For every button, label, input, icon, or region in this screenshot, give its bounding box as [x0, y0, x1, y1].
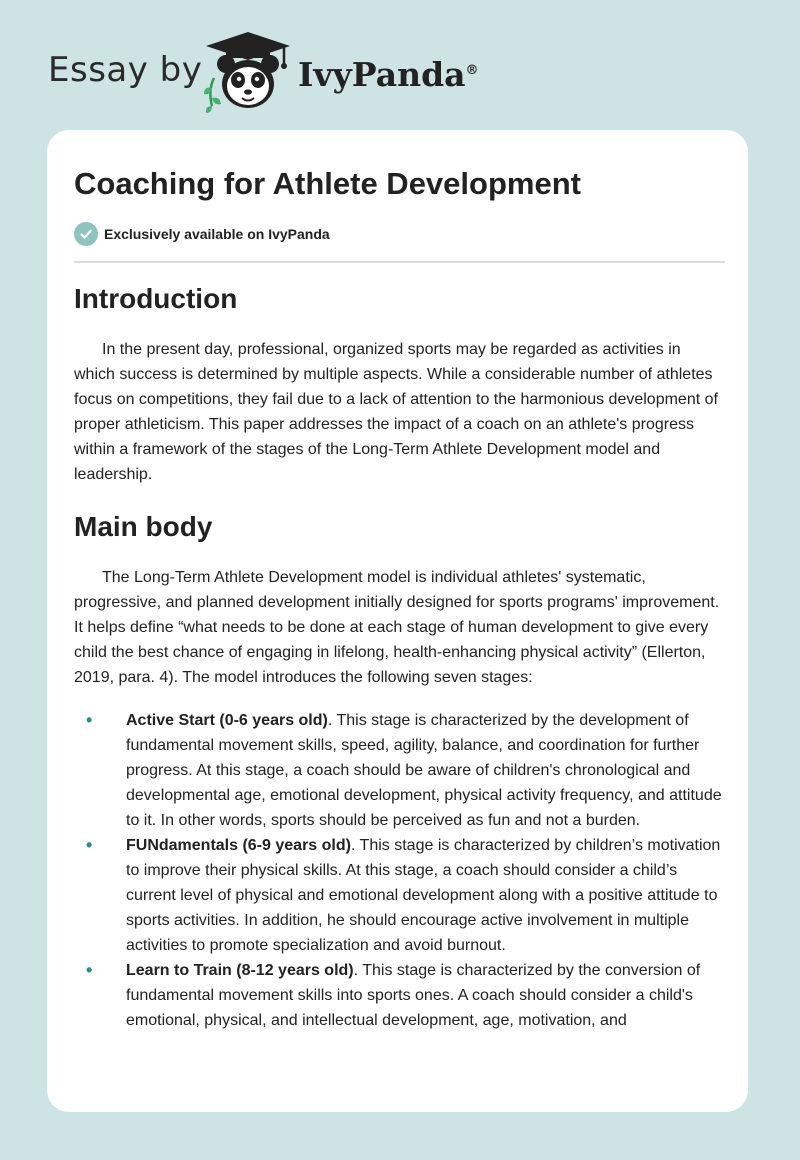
essay-by-label: Essay by	[48, 50, 203, 90]
stage-description: . This stage is characterized by the conversion of fundamental movement skills into sports ones. A coach should consider a child's emotional, physical, and intellectual development, age, motivation, and	[126, 962, 701, 1029]
essay-card	[47, 130, 748, 1112]
section-heading-introduction: Introduction	[74, 283, 238, 314]
list-item	[74, 958, 725, 1033]
main-body-paragraph: The Long-Term Athlete Development model is individual athletes' systematic, progressive, and planned development initially designed for sports programs' improvement. It helps define “what needs to be done at each stage of human development to give every child the best chance of engaging in lifelong, health-enhancing physical activity” (Ellerton, 2019, para. 4). The model introduces the following seven stages:	[74, 569, 720, 686]
check-icon	[74, 222, 98, 246]
exclusive-badge	[74, 222, 330, 246]
bullet-icon: •	[86, 960, 93, 980]
essay-title: Coaching for Athlete Development	[74, 166, 581, 201]
bullet-icon: •	[86, 710, 93, 730]
exclusive-badge-label: Exclusively available on IvyPanda	[104, 226, 330, 242]
brand-name[interactable]: IvyPanda®	[298, 55, 479, 94]
stage-name: Learn to Train (8-12 years old)	[126, 962, 354, 979]
bullet-icon: •	[86, 835, 93, 855]
ivypanda-logo-icon[interactable]	[200, 30, 296, 114]
stage-name: Active Start (0-6 years old)	[126, 712, 328, 729]
stages-list	[74, 708, 725, 1033]
section-heading-main-body: Main body	[74, 511, 213, 542]
stage-description: . This stage is characterized by children’s motivation to improve their physical skills. At this stage, a coach should consider a child’s current level of physical and emotional development along with a positive attitude to sports activities. In addition, he should encourage active involvement in multiple activities to promote specialization and avoid burnout.	[126, 837, 721, 954]
stage-name: FUNdamentals (6-9 years old)	[126, 837, 351, 854]
essay-body	[74, 283, 725, 1033]
list-item	[74, 833, 725, 958]
list-item	[74, 708, 725, 833]
introduction-paragraph: In the present day, professional, organized sports may be regarded as activities in which success is determined by multiple aspects. While a considerable number of athletes focus on competitions, they fail due to a lack of attention to the harmonious development of proper athleticism. This paper addresses the impact of a coach on an athlete's progress within a framework of the stages of the Long-Term Athlete Development model and leadership.	[74, 341, 718, 483]
stage-description: . This stage is characterized by the development of fundamental movement skills, speed, agility, balance, and coordination for further progress. At this stage, a coach should be aware of children's chronological and developmental age, emotional development, physical activity frequency, and attitude to it. In other words, sports should be perceived as fun and not a burden.	[126, 712, 722, 829]
title-divider	[74, 261, 725, 263]
site-header	[0, 0, 800, 120]
